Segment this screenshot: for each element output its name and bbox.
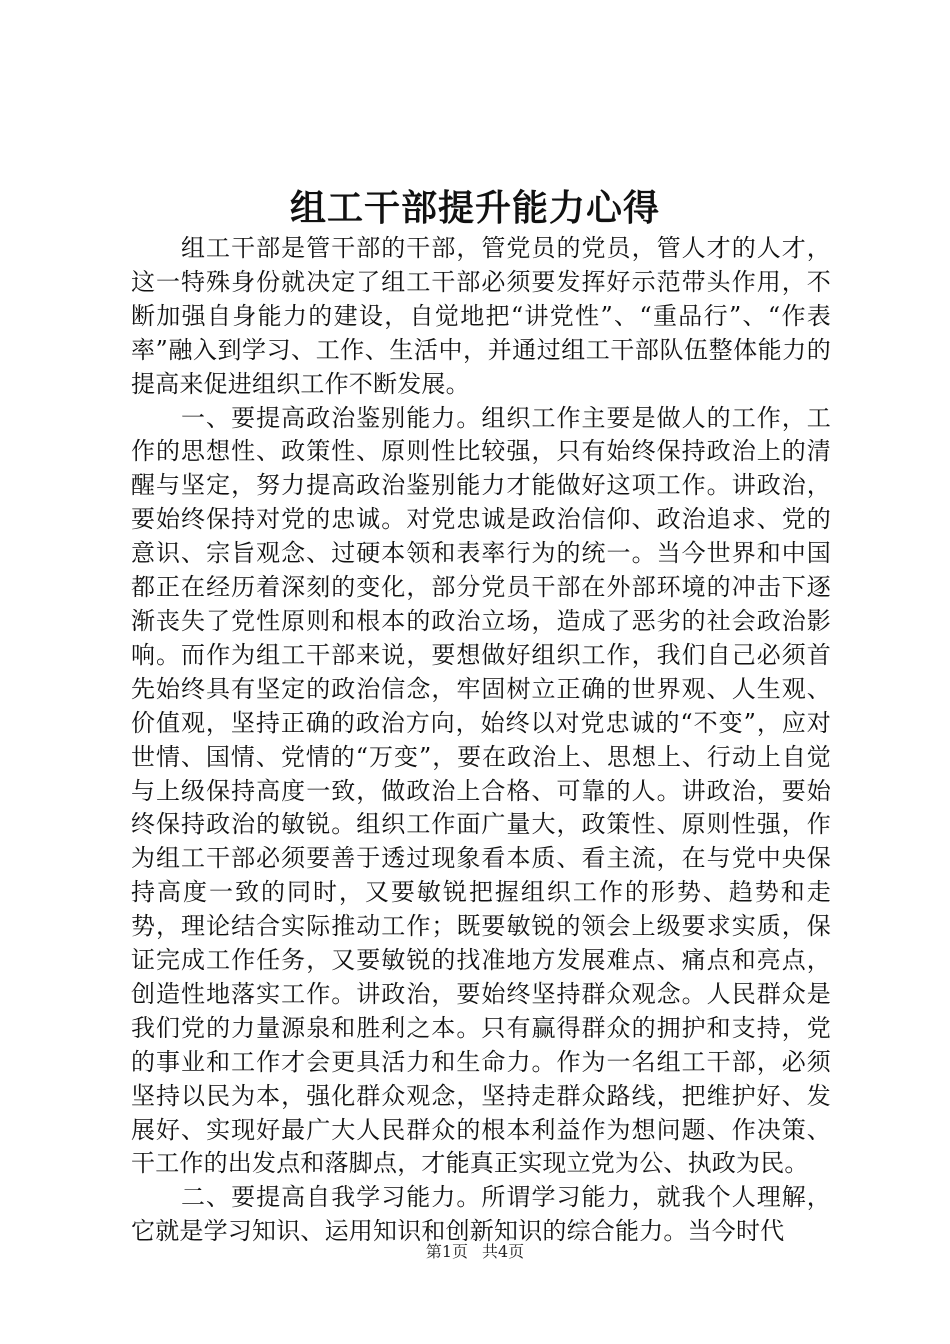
page-number: 第1页 — [425, 1242, 468, 1261]
page-total: 共4页 — [482, 1242, 525, 1261]
document-title: 组工干部提升能力心得 — [289, 187, 660, 229]
document-body — [131, 232, 831, 1249]
paragraph-self-learning: 二、要提高自我学习能力。所谓学习能力，就我个人理解，它就是学习知识、运用知识和创新知识的综合能力。当今时代 — [131, 1183, 831, 1246]
paragraph-political-discernment: 一、要提高政治鉴别能力。组织工作主要是做人的工作，工作的思想性、政策性、原则性比较强，只有始终保持政治上的清醒与坚定，努力提高政治鉴别能力才能做好这项工作。讲政治，要始终保持对党的忠诚。对党忠诚是政治信仰、政治追求、党的意识、宗旨观念、过硬本领和表率行为的统一。当今世界和中国都正在经历着深刻的变化，部分党员干部在外部环境的冲击下逐渐丧失了党性原则和根本的政治立场，造成了恶劣的社会政治影响。而作为组工干部来说，要想做好组织工作，我们自己必须首先始终具有坚定的政治信念，牢固树立正确的世界观、人生观、价值观，坚持正确的政治方向，始终以对党忠诚的“不变”，应对世情、国情、党情的“万变”，要在政治上、思想上、行动上自觉与上级保持高度一致，做政治上合格、可靠的人。讲政治，要始终保持政治的敏锐。组织工作面广量大，政策性、原则性强，作为组工干部必须要善于透过现象看本质、看主流，在与党中央保持高度一致的同时，又要敏锐把握组织工作的形势、趋势和走势，理论结合实际推动工作；既要敏锐的领会上级要求实质，保证完成工作任务，又要敏锐的找准地方发展难点、痛点和亮点，创造性地落实工作。讲政治，要始终坚持群众观念。人民群众是我们党的力量源泉和胜利之本。只有赢得群众的拥护和支持，党的事业和工作才会更具活力和生命力。作为一名组工干部，必须坚持以民为本，强化群众观念，坚持走群众路线，把维护好、发展好、实现好最广大人民群众的根本利益作为想问题、作决策、干工作的出发点和落脚点，才能真正实现立党为公、执政为民。 — [131, 403, 831, 1178]
page-footer — [0, 1240, 950, 1264]
paragraph-intro: 组工干部是管干部的干部，管党员的党员，管人才的人才，这一特殊身份就决定了组工干部必须要发挥好示范带头作用，不断加强自身能力的建设，自觉地把“讲党性”、“重品行”、“作表率”融入到学习、工作、生活中，并通过组工干部队伍整体能力的提高来促进组织工作不断发展。 — [131, 234, 831, 398]
